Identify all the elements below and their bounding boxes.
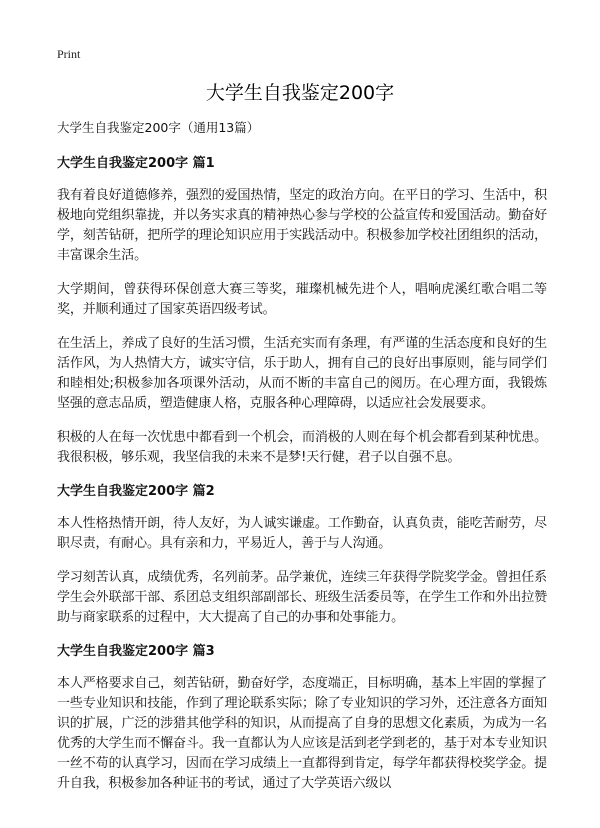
section-heading: 大学生自我鉴定200字 篇3 bbox=[57, 644, 215, 659]
paragraph: 积极的人在每一次忧患中都看到一个机会，而消极的人则在每个机会都看到某种忧患。我很积极，够乐观，我坚信我的未来不是梦!天行健，君子以自强不息。 bbox=[57, 430, 547, 465]
paragraph: 我有着良好道德修养，强烈的爱国热情，坚定的政治方向。在平日的学习、生活中，积极地向党组织靠拢，并以务实求真的精神热心参与学校的公益宣传和爱国活动。勤奋好学，刻苦钻研，把所学的理论知识应用于实践活动中。积极参加学校社团组织的活动，丰富课余生活。 bbox=[57, 188, 547, 263]
section-1 bbox=[57, 154, 547, 468]
paragraph: 在生活上，养成了良好的生活习惯，生活充实而有条理，有严谨的生活态度和良好的生活作风，为人热情大方，诚实守信，乐于助人，拥有自己的良好出事原则，能与同学们和睦相处;积极参加各项课外活动，从而不断的丰富自己的阅历。在心理方面，我锻炼坚强的意志品质，塑造健康人格，克服各种心理障碍，以适应社会发展要求。 bbox=[57, 336, 547, 411]
print-link[interactable]: Print bbox=[57, 47, 81, 61]
paragraph: 学习刻苦认真，成绩优秀，名列前茅。品学兼优，连续三年获得学院奖学金。曾担任系学生会外联部干部、系团总支组织部副部长、班级生活委员等，在学生工作和外出拉赞助与商家联系的过程中，大大提高了自己的办事和处事能力。 bbox=[57, 570, 547, 625]
document-subtitle: 大学生自我鉴定200字（通用13篇） bbox=[57, 120, 260, 135]
document-body bbox=[57, 118, 547, 808]
section-3 bbox=[57, 642, 547, 794]
paragraph: 本人严格要求自己，刻苦钻研，勤奋好学，态度端正，目标明确，基本上牢固的掌握了一些专业知识和技能，作到了理论联系实际；除了专业知识的学习外，还注意各方面知识的扩展，广泛的涉猎其他学科的知识，从而提高了自身的思想文化素质，为成为一名优秀的大学生而不懈奋斗。我一直都认为人应该是活到老学到老的，基于对本专业知识一丝不苟的认真学习，因而在学习成绩上一直都得到肯定，每学年都获得校奖学金。提升自我，积极参加各种证书的考试，通过了大学英语六级以 bbox=[57, 676, 547, 791]
section-2 bbox=[57, 482, 547, 628]
page-title: 大学生自我鉴定200字 bbox=[205, 82, 395, 104]
paragraph: 大学期间，曾获得环保创意大赛三等奖，璀璨机械先进个人，唱响虎溪红歌合唱二等奖，并顺利通过了国家英语四级考试。 bbox=[57, 282, 547, 317]
paragraph: 本人性格热情开朗，待人友好，为人诚实谦虚。工作勤奋，认真负责，能吃苦耐劳，尽职尽责，有耐心。具有亲和力，平易近人，善于与人沟通。 bbox=[57, 516, 547, 551]
section-heading: 大学生自我鉴定200字 篇1 bbox=[57, 156, 215, 171]
section-heading: 大学生自我鉴定200字 篇2 bbox=[57, 484, 215, 499]
